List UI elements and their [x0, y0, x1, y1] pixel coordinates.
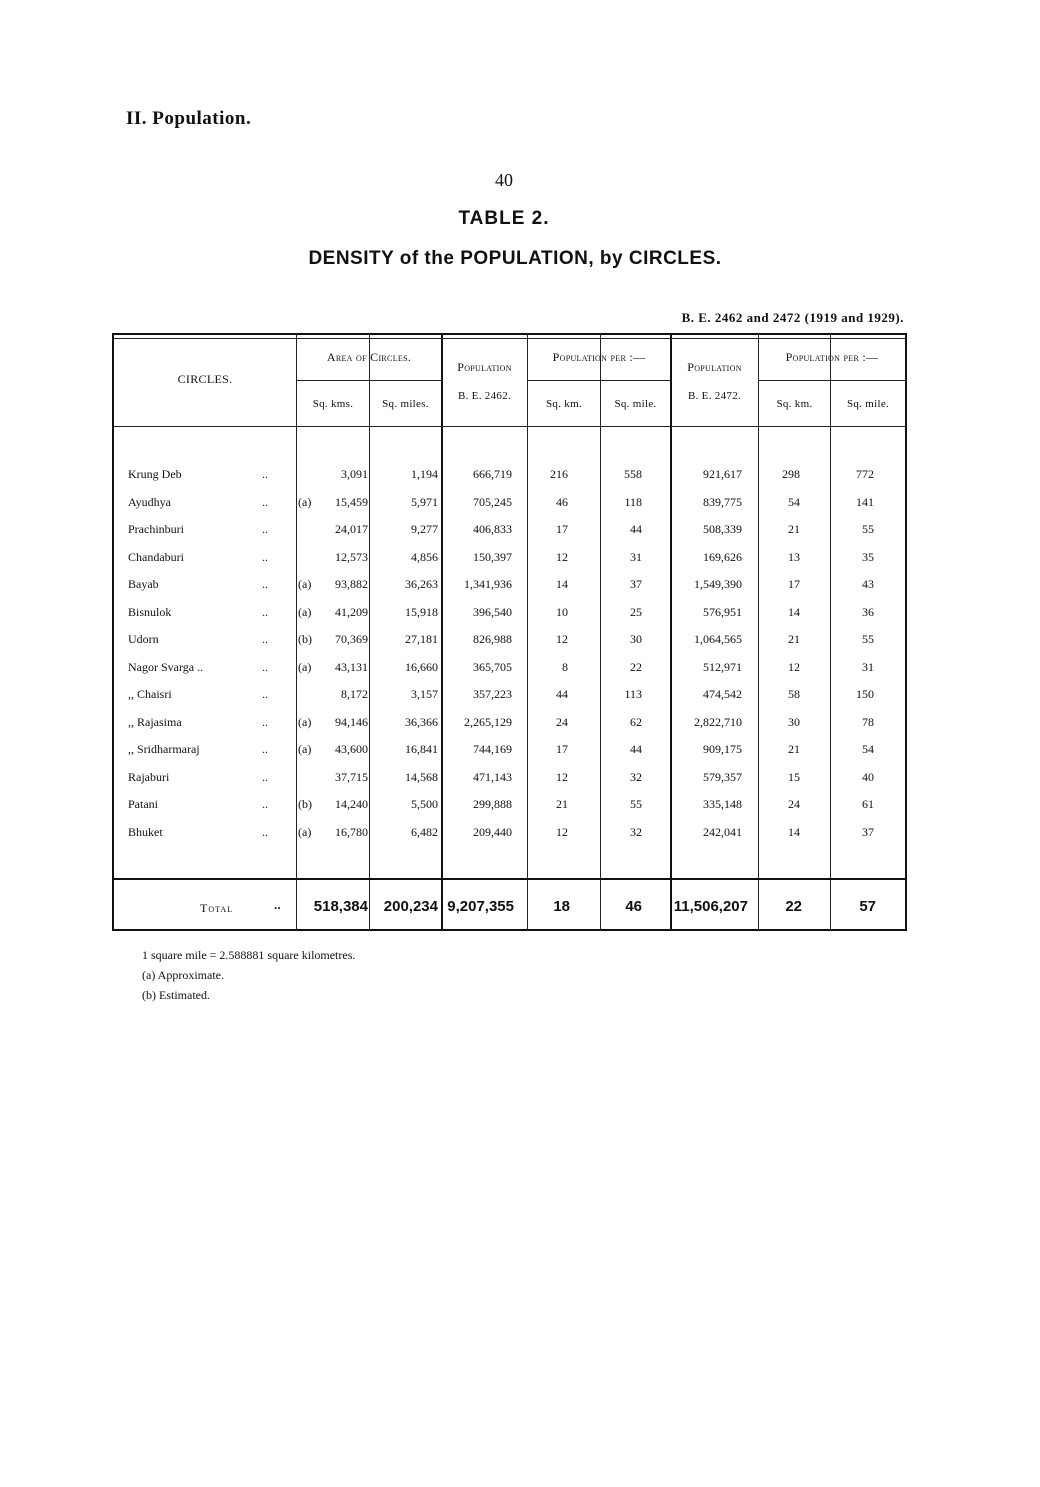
- cell-d2mile: 150: [856, 687, 874, 701]
- total-dots: ..: [274, 898, 281, 912]
- table-title: DENSITY of the POPULATION, by CIRCLES.: [308, 248, 722, 269]
- cell-d1mile: 22: [630, 659, 642, 674]
- cell-dots: ..: [262, 824, 268, 839]
- cell-mark: (a): [298, 659, 312, 674]
- total-pop-2472: 11,506,207: [673, 898, 748, 915]
- cell-sqmiles: 5,500: [411, 797, 438, 811]
- cell-d1mile: 44: [630, 742, 642, 756]
- cell-d1mile: 25: [630, 604, 642, 619]
- cell-d1km: 216: [550, 467, 568, 481]
- table-row: [112, 687, 907, 714]
- total-density1-km: 18: [553, 898, 570, 915]
- total-density2-mile: 57: [859, 898, 876, 915]
- cell-d2km: 21: [788, 522, 800, 536]
- total-label: Total: [200, 901, 234, 915]
- cell-sqkms: 15,459: [335, 494, 368, 509]
- cell-dots: ..: [262, 577, 268, 591]
- cell-pop2462: 299,888: [473, 797, 512, 811]
- header-per1-sqmile: Sq. mile.: [614, 398, 657, 410]
- cell-d2km: 14: [788, 824, 800, 839]
- cell-d2mile: 36: [862, 604, 874, 619]
- cell-name: ,, Sridharmaraj: [128, 742, 200, 756]
- cell-d1mile: 44: [630, 522, 642, 536]
- cell-name: Rajaburi: [128, 769, 170, 784]
- cell-d1km: 14: [556, 577, 568, 591]
- cell-sqmiles: 16,841: [405, 742, 438, 756]
- page-number: 40: [495, 170, 513, 190]
- cell-d1mile: 558: [624, 467, 642, 481]
- cell-pop2462: 666,719: [473, 467, 512, 481]
- table-row: [112, 825, 907, 852]
- table-row: [112, 797, 907, 824]
- cell-pop2472: 242,041: [703, 824, 742, 839]
- cell-d2mile: 40: [862, 769, 874, 784]
- cell-d2km: 14: [788, 604, 800, 619]
- cell-name: Udorn: [128, 632, 159, 646]
- cell-d1km: 46: [556, 494, 568, 509]
- cell-d2mile: 61: [862, 797, 874, 811]
- cell-d1mile: 30: [630, 632, 642, 646]
- cell-d1km: 24: [556, 714, 568, 729]
- table-row: [112, 660, 907, 687]
- header-area-group: Area of Circles.: [326, 350, 412, 364]
- header-per1-group: Population per :—: [552, 350, 646, 364]
- cell-pop2462: 396,540: [473, 604, 512, 619]
- cell-mark: (a): [298, 494, 312, 509]
- cell-sqmiles: 14,568: [405, 769, 438, 784]
- cell-d1km: 17: [556, 742, 568, 756]
- cell-dots: ..: [262, 742, 268, 756]
- cell-d1km: 8: [562, 659, 568, 674]
- note-approximate: (a) Approximate.: [142, 968, 224, 982]
- cell-sqmiles: 6,482: [411, 824, 438, 839]
- cell-d2km: 54: [788, 494, 800, 509]
- header-area-sqkms: Sq. kms.: [312, 398, 354, 410]
- table-row: [112, 605, 907, 632]
- header-pop1-year: B. E. 2462.: [457, 390, 512, 402]
- cell-d2km: 58: [788, 687, 800, 701]
- table-row: [112, 522, 907, 549]
- cell-sqkms: 8,172: [341, 687, 368, 701]
- section-heading: II. Population.: [126, 108, 252, 129]
- cell-pop2462: 150,397: [473, 549, 512, 564]
- cell-d2mile: 43: [862, 577, 874, 591]
- cell-d1km: 12: [556, 824, 568, 839]
- cell-sqmiles: 1,194: [411, 467, 438, 481]
- cell-d2km: 15: [788, 769, 800, 784]
- table-row: [112, 577, 907, 604]
- total-row: [112, 898, 907, 925]
- cell-pop2462: 357,223: [473, 687, 512, 701]
- cell-pop2462: 406,833: [473, 522, 512, 536]
- cell-pop2462: 365,705: [473, 659, 512, 674]
- cell-pop2462: 2,265,129: [464, 714, 512, 729]
- cell-mark: (b): [298, 797, 312, 811]
- table-row: [112, 550, 907, 577]
- cell-d2mile: 78: [862, 714, 874, 729]
- cell-name: Chandaburi: [128, 549, 184, 564]
- cell-d2mile: 772: [856, 467, 874, 481]
- cell-d1km: 17: [556, 522, 568, 536]
- rule-head-bottom: [114, 426, 905, 427]
- cell-pop2472: 576,951: [703, 604, 742, 619]
- cell-sqkms: 41,209: [335, 604, 368, 619]
- cell-dots: ..: [262, 632, 268, 646]
- cell-d2mile: 55: [862, 632, 874, 646]
- cell-sqmiles: 36,366: [405, 714, 438, 729]
- cell-pop2472: 1,064,565: [694, 632, 742, 646]
- cell-dots: ..: [262, 687, 268, 701]
- cell-sqkms: 14,240: [335, 797, 368, 811]
- cell-pop2472: 512,971: [703, 659, 742, 674]
- cell-sqkms: 3,091: [341, 467, 368, 481]
- table-row: [112, 495, 907, 522]
- cell-d2km: 24: [788, 797, 800, 811]
- cell-pop2472: 508,339: [703, 522, 742, 536]
- cell-sqkms: 94,146: [335, 714, 368, 729]
- cell-d1mile: 32: [630, 769, 642, 784]
- cell-name: Bayab: [128, 577, 159, 591]
- total-pop-2462: 9,207,355: [447, 898, 514, 915]
- cell-dots: ..: [262, 604, 268, 619]
- cell-sqkms: 93,882: [335, 577, 368, 591]
- cell-sqkms: 43,131: [335, 659, 368, 674]
- cell-d1mile: 62: [630, 714, 642, 729]
- cell-name: ,, Rajasima: [128, 714, 182, 729]
- cell-sqmiles: 16,660: [405, 659, 438, 674]
- header-per2-sqmile: Sq. mile.: [846, 398, 890, 410]
- cell-d1mile: 113: [624, 687, 642, 701]
- cell-d1mile: 31: [630, 549, 642, 564]
- cell-dots: ..: [262, 467, 268, 481]
- cell-d1km: 12: [556, 769, 568, 784]
- cell-name: Krung Deb: [128, 467, 182, 481]
- total-area-sqmiles: 200,234: [383, 898, 438, 915]
- cell-dots: ..: [262, 659, 268, 674]
- table-row: [112, 770, 907, 797]
- cell-pop2472: 921,617: [703, 467, 742, 481]
- cell-sqkms: 24,017: [335, 522, 368, 536]
- table-row: [112, 742, 907, 769]
- cell-name: Prachinburi: [128, 522, 184, 536]
- cell-sqkms: 70,369: [335, 632, 368, 646]
- cell-d2mile: 35: [862, 549, 874, 564]
- cell-pop2462: 471,143: [473, 769, 512, 784]
- cell-dots: ..: [262, 714, 268, 729]
- cell-sqmiles: 3,157: [411, 687, 438, 701]
- cell-d1km: 12: [556, 632, 568, 646]
- cell-dots: ..: [262, 494, 268, 509]
- table-row: [112, 715, 907, 742]
- cell-d2mile: 37: [862, 824, 874, 839]
- cell-sqmiles: 5,971: [411, 494, 438, 509]
- cell-mark: (a): [298, 742, 312, 756]
- table-number: TABLE 2.: [458, 208, 550, 229]
- cell-pop2462: 744,169: [473, 742, 512, 756]
- cell-d2mile: 54: [862, 742, 874, 756]
- cell-name: Ayudhya: [128, 494, 171, 509]
- cell-dots: ..: [262, 549, 268, 564]
- cell-sqkms: 16,780: [335, 824, 368, 839]
- cell-pop2462: 705,245: [473, 494, 512, 509]
- cell-d1km: 12: [556, 549, 568, 564]
- header-pop2-year: B. E. 2472.: [687, 390, 742, 402]
- cell-sqmiles: 36,263: [405, 577, 438, 591]
- cell-mark: (a): [298, 824, 312, 839]
- cell-name: ,, Chaisri: [128, 687, 172, 701]
- cell-pop2462: 209,440: [473, 824, 512, 839]
- cell-d2km: 17: [788, 577, 800, 591]
- cell-pop2472: 169,626: [703, 549, 742, 564]
- header-per2-group: Population per :—: [785, 350, 879, 364]
- cell-mark: (a): [298, 714, 312, 729]
- cell-mark: (a): [298, 604, 312, 619]
- cell-d1mile: 55: [630, 797, 642, 811]
- cell-name: Bhuket: [128, 824, 163, 839]
- header-per2-sqkm: Sq. km.: [776, 398, 813, 410]
- cell-sqmiles: 4,856: [411, 549, 438, 564]
- cell-d2mile: 31: [862, 659, 874, 674]
- cell-d1km: 44: [556, 687, 568, 701]
- cell-mark: (b): [298, 632, 312, 646]
- cell-dots: ..: [262, 797, 268, 811]
- cell-pop2472: 1,549,390: [694, 577, 742, 591]
- cell-d1km: 10: [556, 604, 568, 619]
- cell-pop2472: 579,357: [703, 769, 742, 784]
- cell-pop2472: 2,822,710: [694, 714, 742, 729]
- cell-d2mile: 141: [856, 494, 874, 509]
- cell-sqkms: 43,600: [335, 742, 368, 756]
- cell-pop2472: 335,148: [703, 797, 742, 811]
- header-pop2: Population: [687, 360, 742, 374]
- cell-pop2462: 826,988: [473, 632, 512, 646]
- table-row: [112, 632, 907, 659]
- cell-d1km: 21: [556, 797, 568, 811]
- cell-mark: (a): [298, 577, 312, 591]
- cell-d1mile: 118: [624, 494, 642, 509]
- cell-pop2462: 1,341,936: [464, 577, 512, 591]
- cell-d2km: 13: [788, 549, 800, 564]
- cell-d1mile: 37: [630, 577, 642, 591]
- cell-sqmiles: 9,277: [411, 522, 438, 536]
- cell-d1mile: 32: [630, 824, 642, 839]
- cell-d2km: 21: [788, 632, 800, 646]
- header-pop1: Population: [457, 360, 512, 374]
- header-per1-sqkm: Sq. km.: [545, 398, 583, 410]
- table-row: [112, 467, 907, 494]
- cell-name: Patani: [128, 797, 158, 811]
- cell-sqkms: 37,715: [335, 769, 368, 784]
- total-area-sqkms: 518,384: [313, 898, 368, 915]
- cell-name: Bisnulok: [128, 604, 172, 619]
- total-density2-km: 22: [785, 898, 802, 915]
- cell-sqkms: 12,573: [335, 549, 368, 564]
- rule-total-top: [114, 878, 905, 880]
- cell-sqmiles: 27,181: [405, 632, 438, 646]
- header-circles: CIRCLES.: [177, 372, 233, 386]
- cell-d2mile: 55: [862, 522, 874, 536]
- cell-pop2472: 474,542: [703, 687, 742, 701]
- cell-dots: ..: [262, 769, 268, 784]
- cell-pop2472: 909,175: [703, 742, 742, 756]
- rule-per1-group: [528, 380, 670, 381]
- cell-d2km: 298: [782, 467, 800, 481]
- rule-area-group: [297, 380, 441, 381]
- cell-name: Nagor Svarga ..: [128, 659, 204, 674]
- rule-per2-group: [759, 380, 905, 381]
- note-estimated: (b) Estimated.: [142, 988, 210, 1002]
- cell-pop2472: 839,775: [703, 494, 742, 509]
- rule-head-top: [114, 338, 905, 339]
- header-area-sqmiles: Sq. miles.: [382, 398, 429, 410]
- cell-d2km: 30: [788, 714, 800, 729]
- note-conversion: 1 square mile = 2.588881 square kilometres.: [142, 948, 356, 962]
- cell-d2km: 12: [788, 659, 800, 674]
- cell-sqmiles: 15,918: [405, 604, 438, 619]
- cell-dots: ..: [262, 522, 268, 536]
- era-line: B. E. 2462 and 2472 (1919 and 1929).: [681, 310, 904, 325]
- cell-d2km: 21: [788, 742, 800, 756]
- total-density1-mile: 46: [625, 898, 642, 915]
